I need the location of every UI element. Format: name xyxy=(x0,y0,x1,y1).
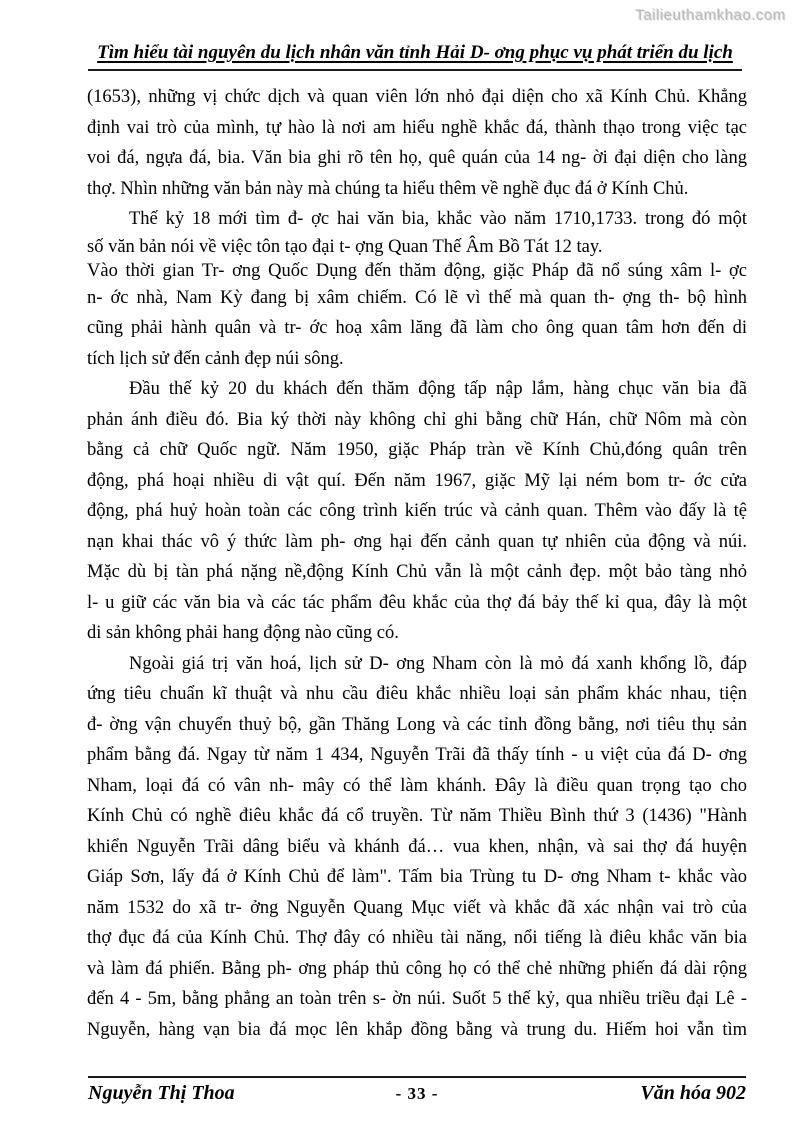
body-line: phản ánh điều đó. Bia ký thời này không chỉ ghi bằng chữ Hán, chữ Nôm mà còn xyxy=(87,409,747,430)
body-line: Ngoài giá trị văn hoá, lịch sử D- ơng Nham còn là mỏ đá xanh khổng lồ, đáp xyxy=(129,653,747,674)
body-line: và làm đá phiến. Bằng ph- ơng pháp thủ công họ có thể chẻ những phiến đá dài rộng xyxy=(87,958,747,979)
body-line: Vào thời gian Tr- ơng Quốc Dụng đến thăm động, giặc Pháp đã nổ súng xâm l- ợc xyxy=(87,260,747,281)
body-line: tích lịch sử đến cảnh đẹp núi sông. xyxy=(87,348,344,369)
footer-course-label: Văn hóa 902 xyxy=(640,1082,746,1104)
body-line: cũng phải hành quân và tr- ớc hoạ xâm lăng đã làm cho ông quan tâm hơn đến di xyxy=(87,318,747,338)
body-line: thợ đục đá của Kính Chủ. Thợ đây có nhiều tài năng, nổi tiếng là điêu khắc văn bia xyxy=(87,928,747,948)
body-line: động, phá huỷ hoàn toàn các công trình kiến trúc và cảnh quan. Thêm vào đấy là tệ xyxy=(87,501,747,521)
body-line: Đầu thế kỷ 20 du khách đến thăm động tấp nập lắm, hàng chục văn bia đã xyxy=(129,379,747,399)
body-line: định vai trò của mình, tự hào là nơi am hiểu nghề khắc đá, thành thạo trong việc tạc xyxy=(87,117,747,138)
body-line: l- u giữ các văn bia và các tác phẩm đêu khắc của thợ đá bảy thế kỉ qua, đây là một xyxy=(87,592,747,613)
body-line: Mặc dù bị tàn phá nặng nề,động Kính Chủ vẫn là một cảnh đẹp. một bảo tàng nhỏ xyxy=(87,562,747,582)
body-line: ứng tiêu chuẩn kĩ thuật và nhu cầu điêu khắc nhiều loại sản phẩm khác nhau, tiện xyxy=(87,684,747,704)
body-line: số văn bản nói về việc tôn tạo đại t- ợng Quan Thế Âm Bồ Tát 12 tay. xyxy=(87,236,603,257)
body-line: năm 1532 do xã tr- ởng Nguyễn Quang Mục viết và khắc đã xác nhận vai trò của xyxy=(87,897,747,918)
footer-page-number: - 33 - xyxy=(395,1084,439,1103)
body-line: bằng cả chữ Quốc ngữ. Năm 1950, giặc Pháp tràn về Kính Chủ,đóng quân trên xyxy=(87,440,747,460)
body-line: Nguyễn, hàng vạn bia đá mọc lên khắp đồng bằng và trung du. Hiếm hoi vẫn tìm xyxy=(87,1019,747,1040)
body-line: động, phá hoại nhiều di vật quí. Đến năm 1967, giặc Mỹ lại ném bom tr- ớc cửa xyxy=(87,470,747,491)
watermark-text: Tailieuthamkhao.com xyxy=(635,7,786,24)
body-line: Kính Chủ có nghề điêu khắc đá cổ truyền. Từ năm Thiều Bình thứ 3 (1436) "Hành xyxy=(87,806,747,826)
body-line: thợ. Nhìn những văn bản này mà chúng ta hiểu thêm về nghề đục đá ở Kính Chủ. xyxy=(87,178,689,199)
body-text xyxy=(87,82,747,1045)
body-line: đ- ờng vận chuyển thuỷ bộ, gần Thăng Long và các tỉnh đồng bằng, nơi tiêu thụ sản xyxy=(87,714,747,735)
body-line: nạn khai thác vô ý thức làm ph- ơng hại đến cảnh quan tự nhiên của động và núi. xyxy=(87,531,747,552)
body-line: di sản không phải hang động nào cũng có. xyxy=(87,623,399,643)
body-line: khiển Nguyễn Trãi dâng biểu và khánh đá… vua khen, nhận, và sai thợ đá huyện xyxy=(87,836,747,857)
body-line: Nham, loại đá có vân nh- mây có thể làm khánh. Đây là điều quan trọng tạo cho xyxy=(87,775,747,796)
body-line: đến 4 - 5m, bằng phẳng an toàn trên s- ờn núi. Suốt 5 thế kỷ, qua nhiều triều đại Lê - xyxy=(87,989,747,1009)
body-line: (1653), những vị chức dịch và quan viên lớn nhỏ đại diện cho xã Kính Chủ. Khẳng xyxy=(87,87,747,107)
body-line: n- ớc nhà, Nam Kỳ đang bị xâm chiếm. Có lẽ vì thế mà quan th- ợng th- bộ hình xyxy=(87,287,747,308)
page-footer xyxy=(88,1076,746,1105)
body-line: Thế kỷ 18 mới tìm đ- ợc hai văn bia, khắc vào năm 1710,1733. trong đó một xyxy=(129,209,747,229)
body-line: Giáp Sơn, lấy đá ở Kính Chủ để làm". Tấm bia Trùng tu D- ơng Nham t- khắc vào xyxy=(87,867,747,887)
page-header xyxy=(88,42,742,71)
body-line: voi đá, ngựa đá, bia. Văn bia ghi rõ tên họ, quê quán của 14 ng- ời đại diện cho làng xyxy=(87,148,747,168)
footer-author: Nguyễn Thị Thoa xyxy=(88,1082,235,1104)
body-line: phẩm bằng đá. Ngay từ năm 1 434, Nguyễn Trãi đã thấy tính - u việt của đá D- ơng xyxy=(87,745,747,765)
header-title: Tìm hiểu tài nguyên du lịch nhân văn tỉnh Hải D- ơng phục vụ phát triển du lịch xyxy=(97,42,733,63)
